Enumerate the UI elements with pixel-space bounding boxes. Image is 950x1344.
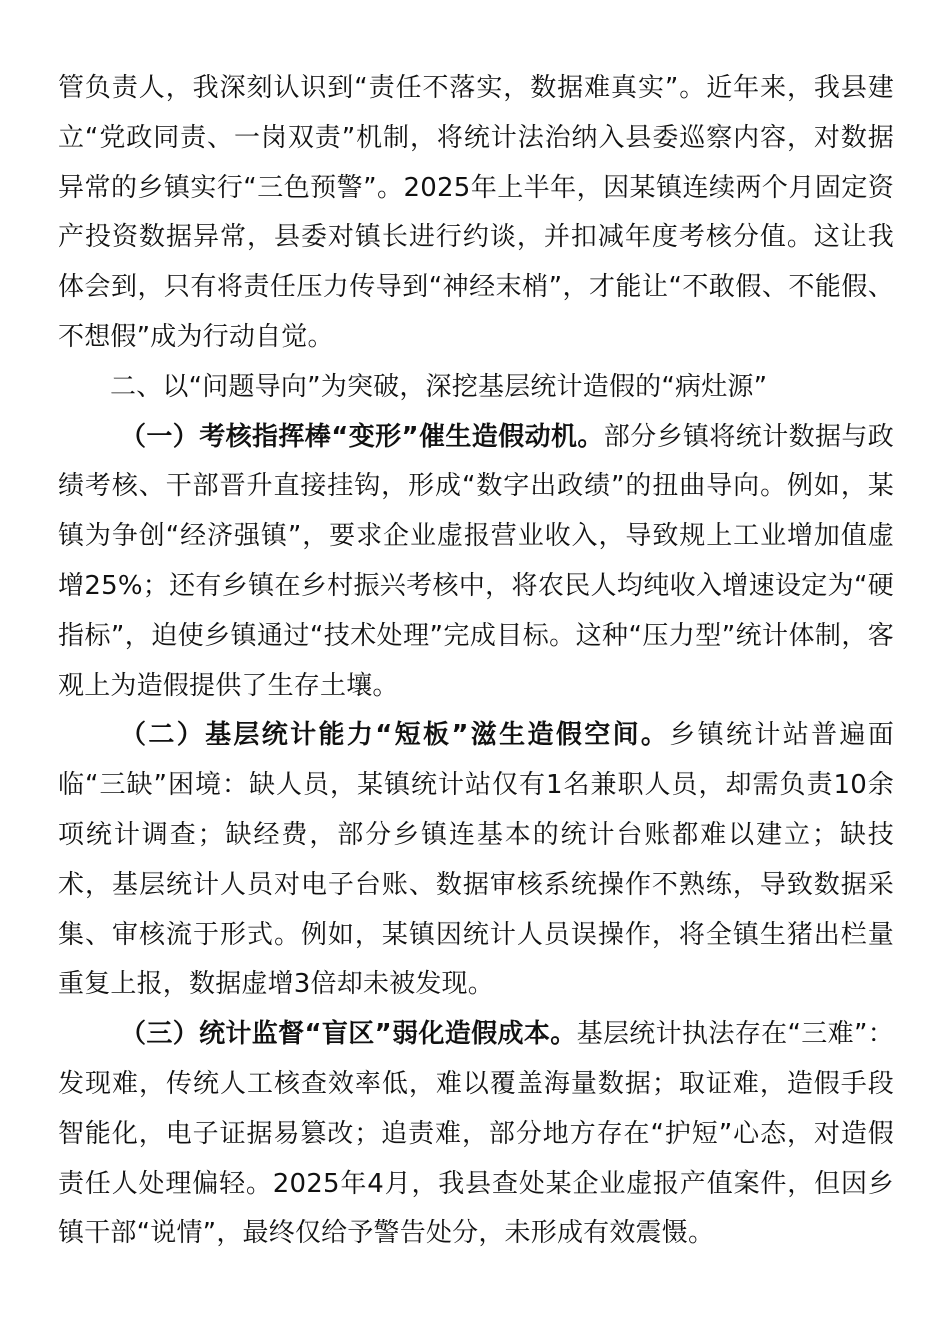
subheading-three: （三）统计监督“盲区”弱化造假成本。 bbox=[120, 1019, 577, 1050]
paragraph-responsibility bbox=[58, 64, 894, 363]
paragraph-text: 基层统计执法存在“三难”：发现难，传统人工核查效率低，难以覆盖海量数据；取证难，造假手段智能化，电子证据易篡改；追责难，部分地方存在“护短”心态，对造假责任人处理偏轻。2025年4月，我县查处某企业虚报产值案件，但因乡镇干部“说情”，最终仅给予警告处分，未形成有效震慑。 bbox=[58, 1019, 895, 1249]
paragraph-text: 部分乡镇将统计数据与政绩考核、干部晋升直接挂钩，形成“数字出政绩”的扭曲导向。例如，某镇为争创“经济强镇”，要求企业虚报营业收入，导致规上工业增加值虚增25%；还有乡镇在乡村振兴考核中，将农民人均纯收入增速设定为“硬指标”，迫使乡镇通过“技术处理”完成目标。这种“压力型”统计体制，客观上为造假提供了生存土壤。 bbox=[58, 421, 895, 701]
section-heading-two bbox=[58, 363, 894, 413]
paragraph-text: 管负责人，我深刻认识到“责任不落实，数据难真实”。近年来，我县建立“党政同责、一岗双责”机制，将统计法治纳入县委巡察内容，对数据异常的乡镇实行“三色预警”。2025年上半年，因某镇连续两个月固定资产投资数据异常，县委对镇长进行约谈，并扣减年度考核分值。这让我体会到，只有将责任压力传导到“神经末梢”，才能让“不敢假、不能假、不想假”成为行动自觉。 bbox=[58, 73, 894, 352]
paragraph-assessment bbox=[58, 413, 894, 712]
heading-text: 二、以“问题导向”为突破，深挖基层统计造假的“病灶源” bbox=[110, 371, 768, 402]
paragraph-capacity bbox=[58, 711, 894, 1010]
subheading-two: （二）基层统计能力“短板”滋生造假空间。 bbox=[120, 720, 670, 751]
paragraph-supervision bbox=[58, 1010, 894, 1259]
paragraph-text: 乡镇统计站普遍面临“三缺”困境：缺人员，某镇统计站仅有1名兼职人员，却需负责10余项统计调查；缺经费，部分乡镇连基本的统计台账都难以建立；缺技术，基层统计人员对电子台账、数据审核系统操作不熟练，导致数据采集、审核流于形式。例如，某镇因统计人员误操作，将全镇生猪出栏量重复上报，数据虚增3倍却未被发现。 bbox=[58, 720, 894, 1000]
document-page bbox=[58, 64, 894, 1259]
subheading-one: （一）考核指挥棒“变形”催生造假动机。 bbox=[120, 421, 604, 452]
